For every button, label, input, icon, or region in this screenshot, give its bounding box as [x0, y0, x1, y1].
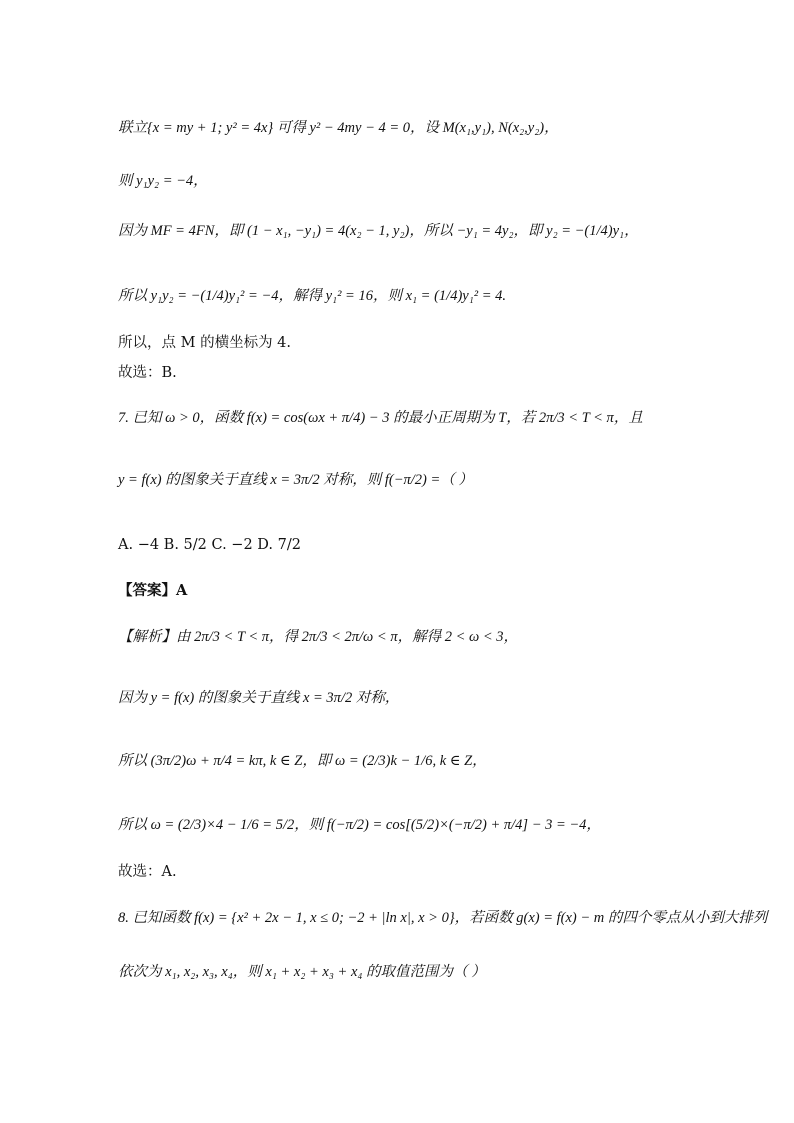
question-8-stem-cont: 依次为 x₁, x₂, x₃, x₄，则 x₁ + x₂ + x₃ + x₄ 的取值范围为（ ）	[118, 964, 486, 980]
line-answer-q6: 故选：B.	[118, 365, 177, 381]
line-product-result: 则 y₁y₂ = −4，	[118, 173, 208, 189]
line-conclusion-q6: 所以，点 M 的横坐标为 4.	[118, 335, 292, 351]
analysis-q7-line3: 所以 (3π/2)ω + π/4 = kπ, k ∈ Z，即 ω = (2/3)k − 1/6, k ∈ Z，	[118, 753, 487, 769]
analysis-q7-line1: 【解析】由 2π/3 < T < π，得 2π/3 < 2π/ω < π，解得 2 < ω < 3，	[118, 629, 519, 645]
line-solve-y1: 所以 y₁y₂ = −(1/4)y₁² = −4，解得 y₁² = 16，则 x₁ = (1/4)y₁² = 4.	[118, 288, 507, 304]
answer-label-q7: 【答案】A	[118, 582, 188, 599]
line-vector-relation: 因为 MF = 4FN，即 (1 − x₁, −y₁) = 4(x₂ − 1, y₂)，所以 −y₁ = 4y₂，即 y₂ = −(1/4)y₁，	[118, 223, 639, 239]
question-8-stem: 8. 已知函数 f(x) = {x² + 2x − 1, x ≤ 0; −2 + |ln x|, x > 0}，若函数 g(x) = f(x) − m 的四个零点从小到大排列	[118, 910, 768, 926]
question-7-stem: 7. 已知 ω > 0，函数 f(x) = cos(ωx + π/4) − 3 的最小正周期为 T，若 2π/3 < T < π，且	[118, 410, 643, 426]
analysis-q7-line2: 因为 y = f(x) 的图象关于直线 x = 3π/2 对称，	[118, 690, 400, 706]
analysis-q7-line4: 所以 ω = (2/3)×4 − 1/6 = 5/2，则 f(−π/2) = cos[(5/2)×(−π/2) + π/4] − 3 = −4，	[118, 817, 601, 833]
question-7-stem-cont: y = f(x) 的图象关于直线 x = 3π/2 对称，则 f(−π/2) =（ ）	[118, 472, 473, 488]
question-7-options: A. −4 B. 5/2 C. −2 D. 7/2	[118, 537, 301, 553]
line-system-substitution: 联立{x = my + 1; y² = 4x} 可得 y² − 4my − 4 = 0，设 M(x₁,y₁), N(x₂,y₂)，	[118, 120, 559, 136]
line-answer-q7: 故选：A.	[118, 864, 177, 880]
